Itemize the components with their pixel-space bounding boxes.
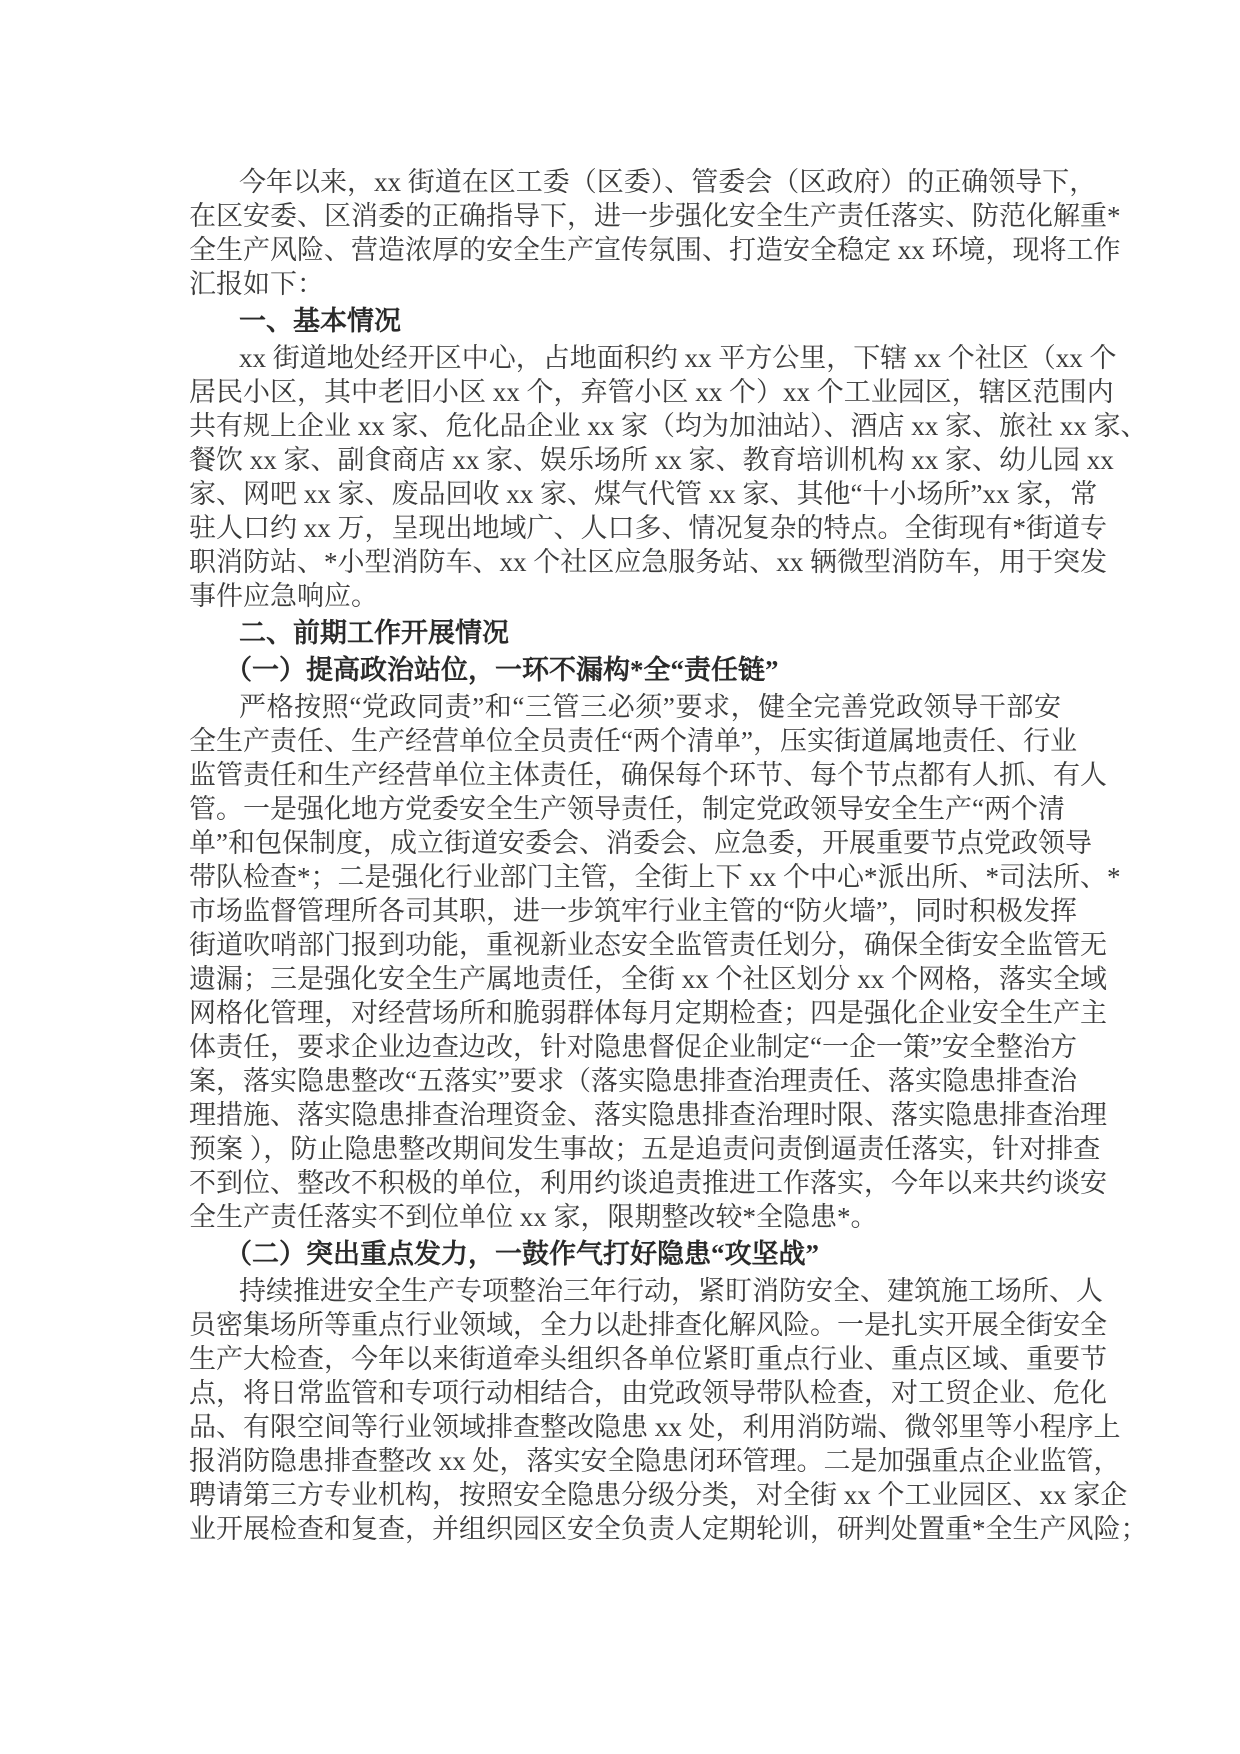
paragraph-line: 点，将日常监管和专项行动相结合，由党政领导带队检查，对工贸企业、危化 xyxy=(189,1378,1107,1408)
paragraph-line: 单”和包保制度，成立街道安委会、消委会、应急委，开展重要节点党政领导 xyxy=(189,828,1092,858)
paragraph-line: 体责任，要求企业边查边改，针对隐患督促企业制定“一企一策”安全整治方 xyxy=(189,1032,1077,1062)
paragraph-line: 全生产责任落实不到位单位 xx 家，限期整改较*全隐患*。 xyxy=(189,1202,878,1232)
paragraph-line: 遗漏；三是强化安全生产属地责任，全街 xx 个社区划分 xx 个网格，落实全域 xyxy=(189,964,1107,994)
paragraph-line: 餐饮 xx 家、副食商店 xx 家、娱乐场所 xx 家、教育培训机构 xx 家、幼儿园 xx xyxy=(189,445,1114,475)
paragraph-line: 案，落实隐患整改“五落实”要求（落实隐患排查治理责任、落实隐患排查治 xyxy=(189,1066,1077,1096)
paragraph-line: 不到位、整改不积极的单位，利用约谈追责推进工作落实，今年以来共约谈安 xyxy=(189,1168,1107,1198)
paragraph-line: 品、有限空间等行业领域排查整改隐患 xx 处，利用消防端、微邻里等小程序上 xyxy=(189,1412,1121,1442)
paragraph-line: 管。一是强化地方党委安全生产领导责任，制定党政领导安全生产“两个清 xyxy=(189,794,1065,824)
subsection-heading: （二）突出重点发力，一鼓作气打好隐患“攻坚战” xyxy=(225,1239,819,1269)
paragraph-line: 街道吹哨部门报到功能，重视新业态安全监管责任划分，确保全街安全监管无 xyxy=(189,930,1107,960)
paragraph-line: 市场监督管理所各司其职，进一步筑牢行业主管的“防火墙”，同时积极发挥 xyxy=(189,896,1077,926)
paragraph-line: 居民小区，其中老旧小区 xx 个，弃管小区 xx 个）xx 个工业园区，辖区范围内 xyxy=(189,377,1114,407)
paragraph-line: xx 街道地处经开区中心，占地面积约 xx 平方公里，下辖 xx 个社区（xx 个 xyxy=(239,343,1117,373)
paragraph-line: 驻人口约 xx 万，呈现出地域广、人口多、情况复杂的特点。全街现有*街道专 xyxy=(189,513,1107,543)
paragraph-line: 共有规上企业 xx 家、危化品企业 xx 家（均为加油站）、酒店 xx 家、旅社 xx 家、 xyxy=(189,411,1148,441)
paragraph-line: 职消防站、*小型消防车、xx 个社区应急服务站、xx 辆微型消防车，用于突发 xyxy=(189,547,1107,577)
paragraph-line: 汇报如下： xyxy=(189,269,324,299)
paragraph-line: 全生产责任、生产经营单位全员责任“两个清单”，压实街道属地责任、行业 xyxy=(189,726,1077,756)
paragraph-line: 监管责任和生产经营单位主体责任，确保每个环节、每个节点都有人抓、有人 xyxy=(189,760,1107,790)
paragraph xyxy=(189,690,1121,1234)
paragraph xyxy=(189,341,1148,613)
paragraph-line: 网格化管理，对经营场所和脆弱群体每月定期检查；四是强化企业安全生产主 xyxy=(189,998,1107,1028)
paragraph-line: 聘请第三方专业机构，按照安全隐患分级分类，对全街 xx 个工业园区、xx 家企 xyxy=(189,1480,1128,1510)
paragraph-line: 预案 ），防止隐患整改期间发生事故；五是追责问责倒逼责任落实，针对排查 xyxy=(189,1134,1101,1164)
paragraph-line: 全生产风险、营造浓厚的安全生产宣传氛围、打造安全稳定 xx 环境，现将工作 xyxy=(189,235,1121,265)
paragraph-line: 员密集场所等重点行业领域，全力以赴排查化解风险。一是扎实开展全街安全 xyxy=(189,1310,1107,1340)
paragraph-line: 业开展检查和复查，并组织园区安全负责人定期轮训，研判处置重*全生产风险； xyxy=(189,1514,1148,1544)
document-body xyxy=(189,165,1148,1546)
paragraph-line: 报消防隐患排查整改 xx 处，落实安全隐患闭环管理。二是加强重点企业监管， xyxy=(189,1446,1121,1476)
paragraph-line: 理措施、落实隐患排查治理资金、落实隐患排查治理时限、落实隐患排查治理 xyxy=(189,1100,1107,1130)
section-heading: 二、前期工作开展情况 xyxy=(239,618,509,648)
paragraph-line: 在区安委、区消委的正确指导下，进一步强化安全生产责任落实、防范化解重* xyxy=(189,201,1121,231)
section-heading: 一、基本情况 xyxy=(239,306,401,336)
subsection-heading: （一）提高政治站位，一环不漏构*全“责任链” xyxy=(225,655,779,685)
paragraph-line: 持续推进安全生产专项整治三年行动，紧盯消防安全、建筑施工场所、人 xyxy=(239,1276,1103,1306)
paragraph-line: 家、网吧 xx 家、废品回收 xx 家、煤气代管 xx 家、其他“十小场所”xx 家，常 xyxy=(189,479,1098,509)
paragraph xyxy=(189,165,1121,301)
paragraph-line: 严格按照“党政同责”和“三管三必须”要求，健全完善党政领导干部安 xyxy=(239,692,1061,722)
paragraph-line: 生产大检查，今年以来街道牵头组织各单位紧盯重点行业、重点区域、重要节 xyxy=(189,1344,1107,1374)
paragraph-line: 带队检查*；二是强化行业部门主管，全街上下 xx 个中心*派出所、*司法所、* xyxy=(189,862,1121,892)
paragraph-line: 今年以来，xx 街道在区工委（区委）、管委会（区政府）的正确领导下， xyxy=(239,167,1097,197)
paragraph-line: 事件应急响应。 xyxy=(189,581,378,611)
paragraph xyxy=(189,1274,1148,1546)
